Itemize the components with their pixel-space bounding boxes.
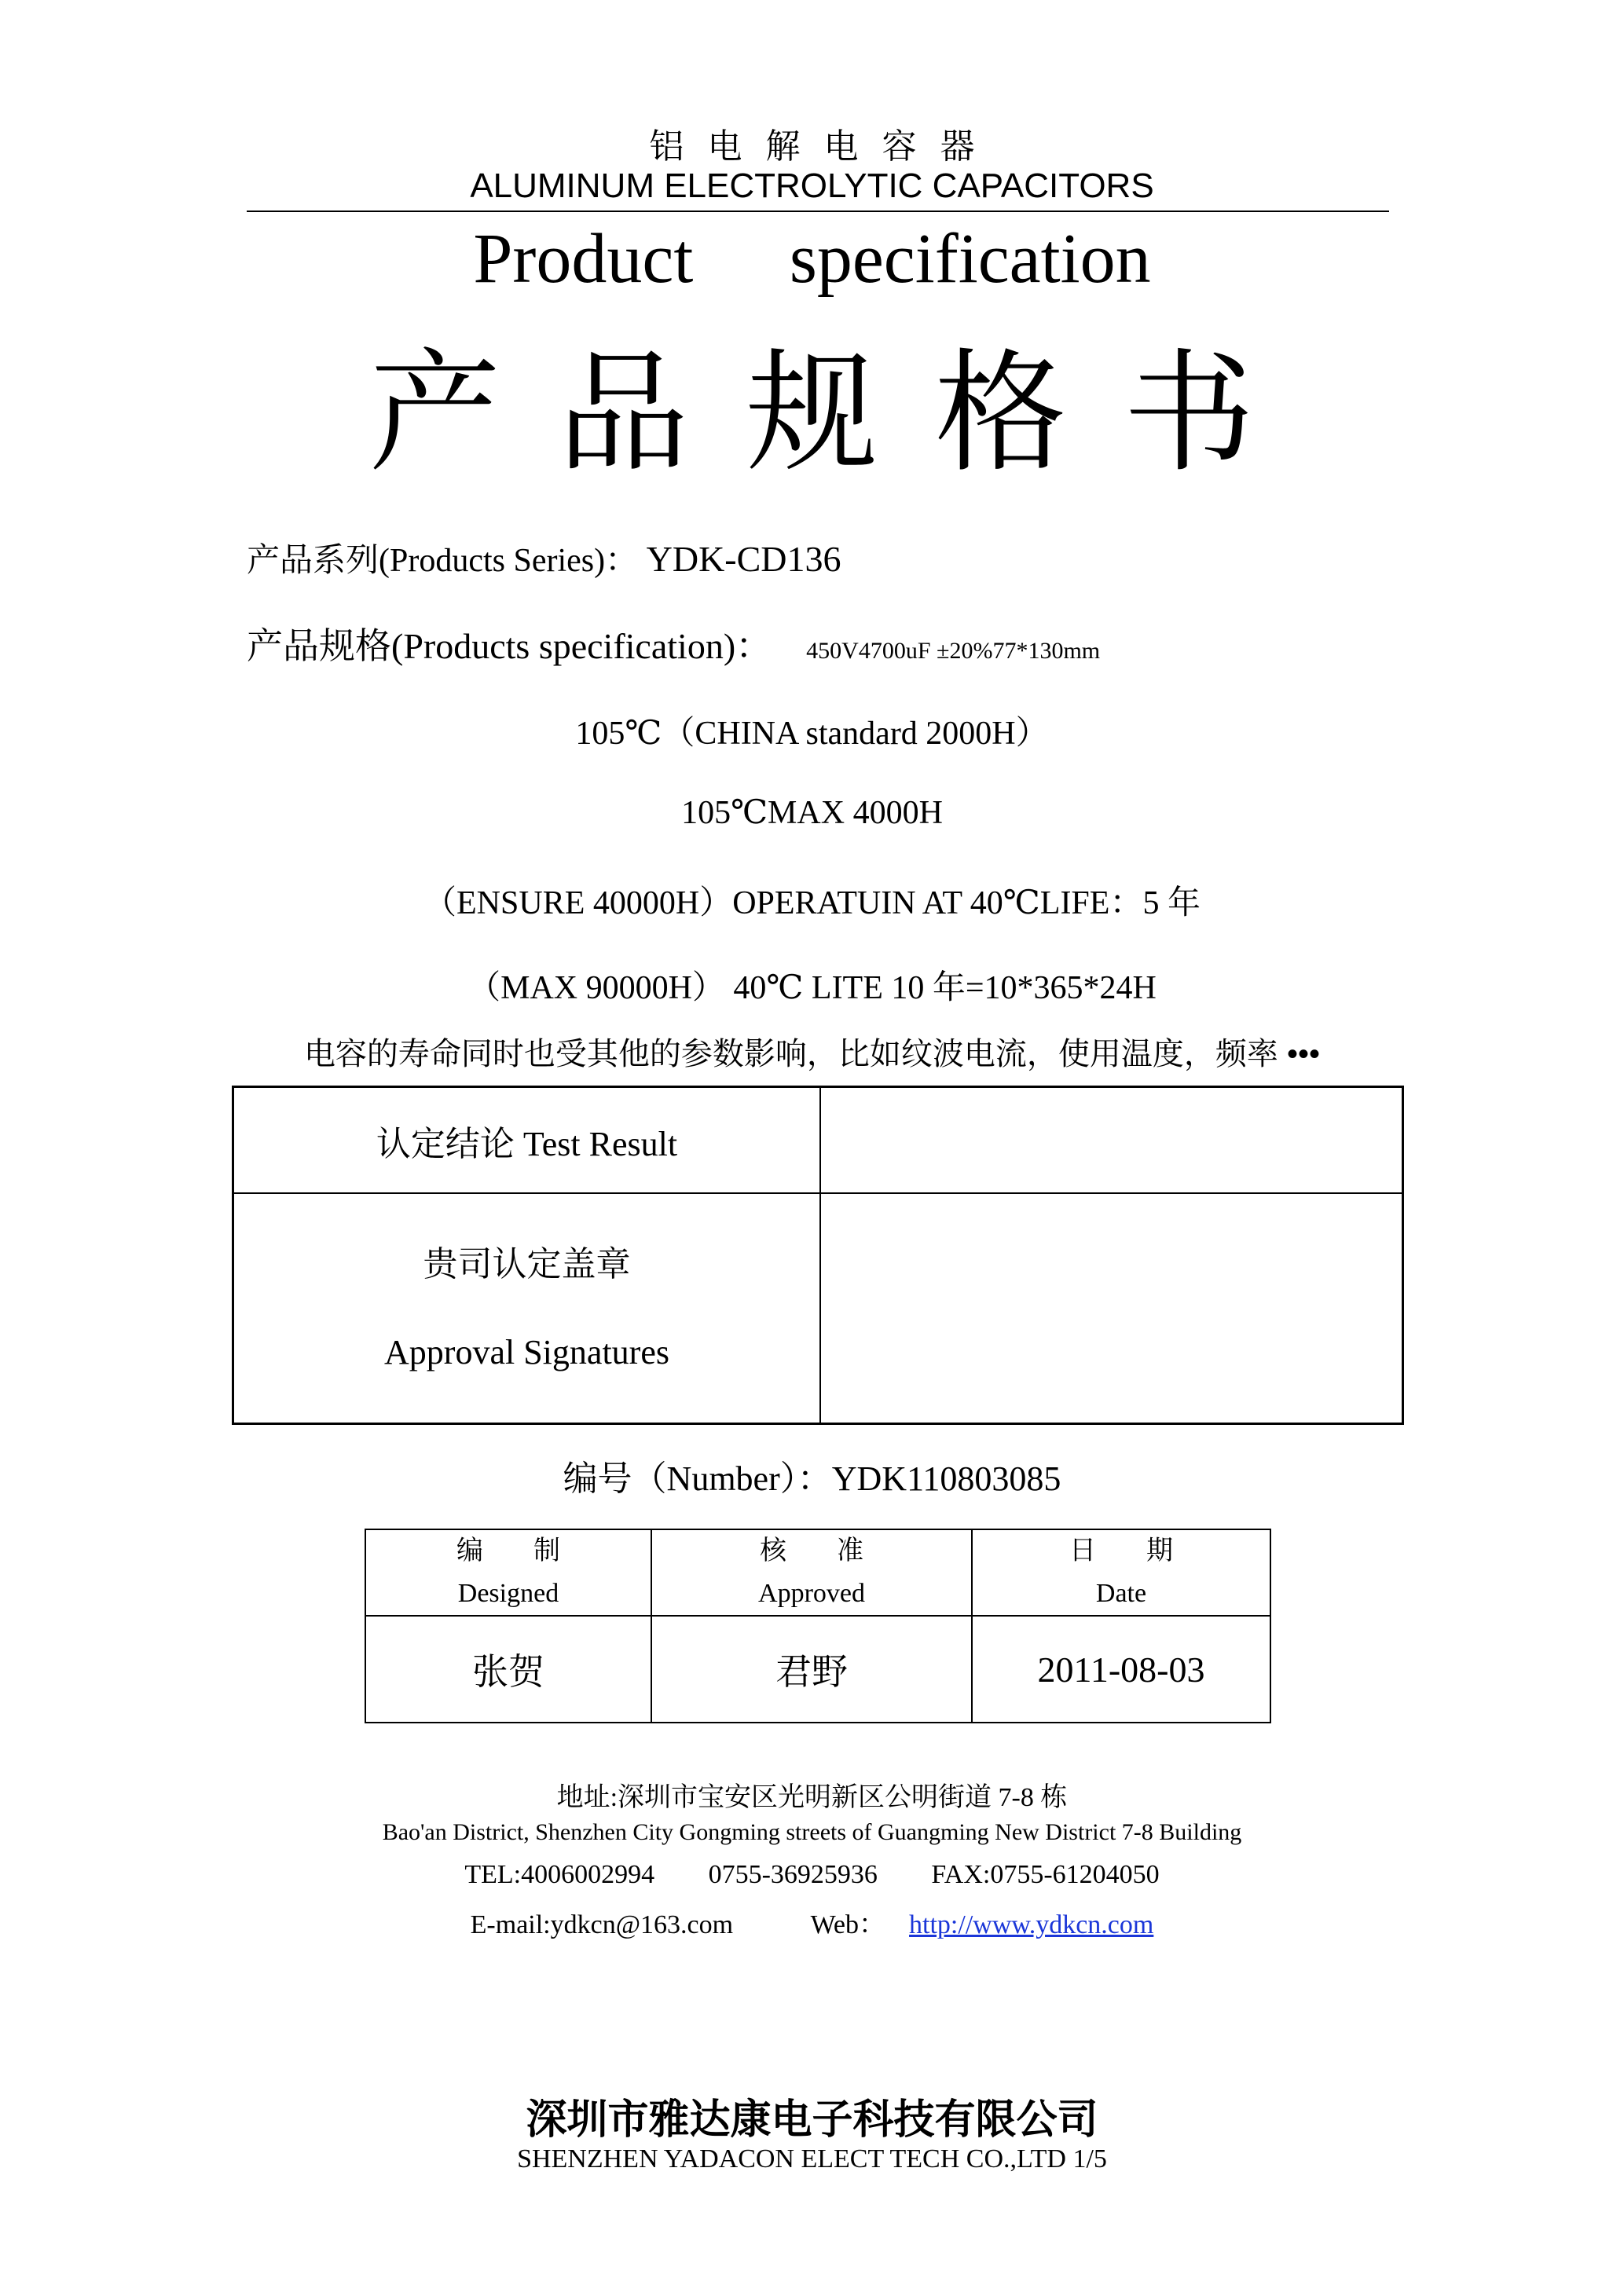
title-en: Product specification	[473, 220, 1151, 298]
test-result-label: 认定结论 Test Result	[376, 1124, 678, 1163]
ensure-life-line: （ENSURE 40000H）OPERATUIN AT 40℃LIFE：5 年	[423, 885, 1201, 921]
approval-label-cn: 贵司认定盖章	[423, 1245, 631, 1283]
title-cn: 产品规格书	[368, 339, 1312, 487]
product-series-label: 产品系列(Products Series)：	[247, 543, 639, 579]
header-title-cn: 铝电解电容器	[649, 127, 999, 166]
product-spec-value: 450V4700uF ±20%77*130mm	[806, 638, 1101, 664]
designed-header-en: Designed	[457, 1579, 559, 1608]
product-spec-label: 产品规格(Products specification)：	[247, 626, 772, 666]
product-series-line	[247, 534, 841, 581]
designed-value: 张贺	[365, 1616, 651, 1723]
temp-life-line-1: 105℃（CHINA standard 2000H）	[575, 716, 1049, 752]
date-value: 2011-08-03	[972, 1616, 1270, 1723]
web-block	[787, 1910, 1154, 1939]
approval-label-en: Approval Signatures	[384, 1333, 669, 1371]
max-life-line: （MAX 90000H） 40℃ LITE 10 年=10*365*24H	[467, 970, 1157, 1006]
lifetime-note: 电容的寿命同时也受其他的参数影响，比如纹波电流，使用温度，频率 •••	[303, 1037, 1321, 1071]
tel-number-2: 0755-36925936	[708, 1860, 878, 1889]
approval-table-divider-vertical	[819, 1088, 821, 1423]
designed-header-cn: 编制	[456, 1536, 610, 1565]
company-name-cn: 深圳市雅达康电子科技有限公司	[526, 2097, 1098, 2143]
approved-value: 君野	[651, 1616, 972, 1723]
email-web-line	[0, 1902, 1624, 1941]
temp-life-line-2: 105℃MAX 4000H	[681, 795, 943, 831]
approval-table	[232, 1086, 1404, 1425]
email-address: E-mail:ydkcn@163.com	[470, 1910, 734, 1939]
tel-number: TEL:4006002994	[464, 1860, 655, 1889]
header-divider	[247, 211, 1389, 212]
approved-header-cn: 核准	[760, 1536, 914, 1565]
approved-header-en: Approved	[758, 1579, 865, 1608]
product-spec-line	[247, 617, 1100, 669]
website-link[interactable]: http://www.ydkcn.com	[909, 1910, 1154, 1939]
date-header	[972, 1529, 1270, 1616]
phone-line	[0, 1860, 1624, 1890]
address-en: Bao'an District, Shenzhen City Gongming streets of Guangming New District 7-8 Building	[382, 1819, 1242, 1845]
header-title-en: ALUMINUM ELECTROLYTIC CAPACITORS	[470, 167, 1154, 205]
web-label: Web：	[810, 1910, 886, 1939]
date-header-cn: 日期	[1069, 1536, 1223, 1565]
designed-header	[365, 1529, 651, 1616]
approval-signatures-cell	[234, 1194, 819, 1423]
fax-number: FAX:0755-61204050	[931, 1860, 1160, 1889]
signoff-table	[365, 1529, 1271, 1723]
product-series-value: YDK-CD136	[646, 539, 841, 579]
approved-header	[651, 1529, 972, 1616]
company-name-en-page: SHENZHEN YADACON ELECT TECH CO.,LTD 1/5	[517, 2144, 1107, 2173]
date-header-en: Date	[1095, 1579, 1147, 1608]
document-number: 编号（Number）：YDK110803085	[563, 1459, 1061, 1498]
address-cn: 地址:深圳市宝安区光明新区公明街道 7-8 栋	[556, 1783, 1068, 1812]
